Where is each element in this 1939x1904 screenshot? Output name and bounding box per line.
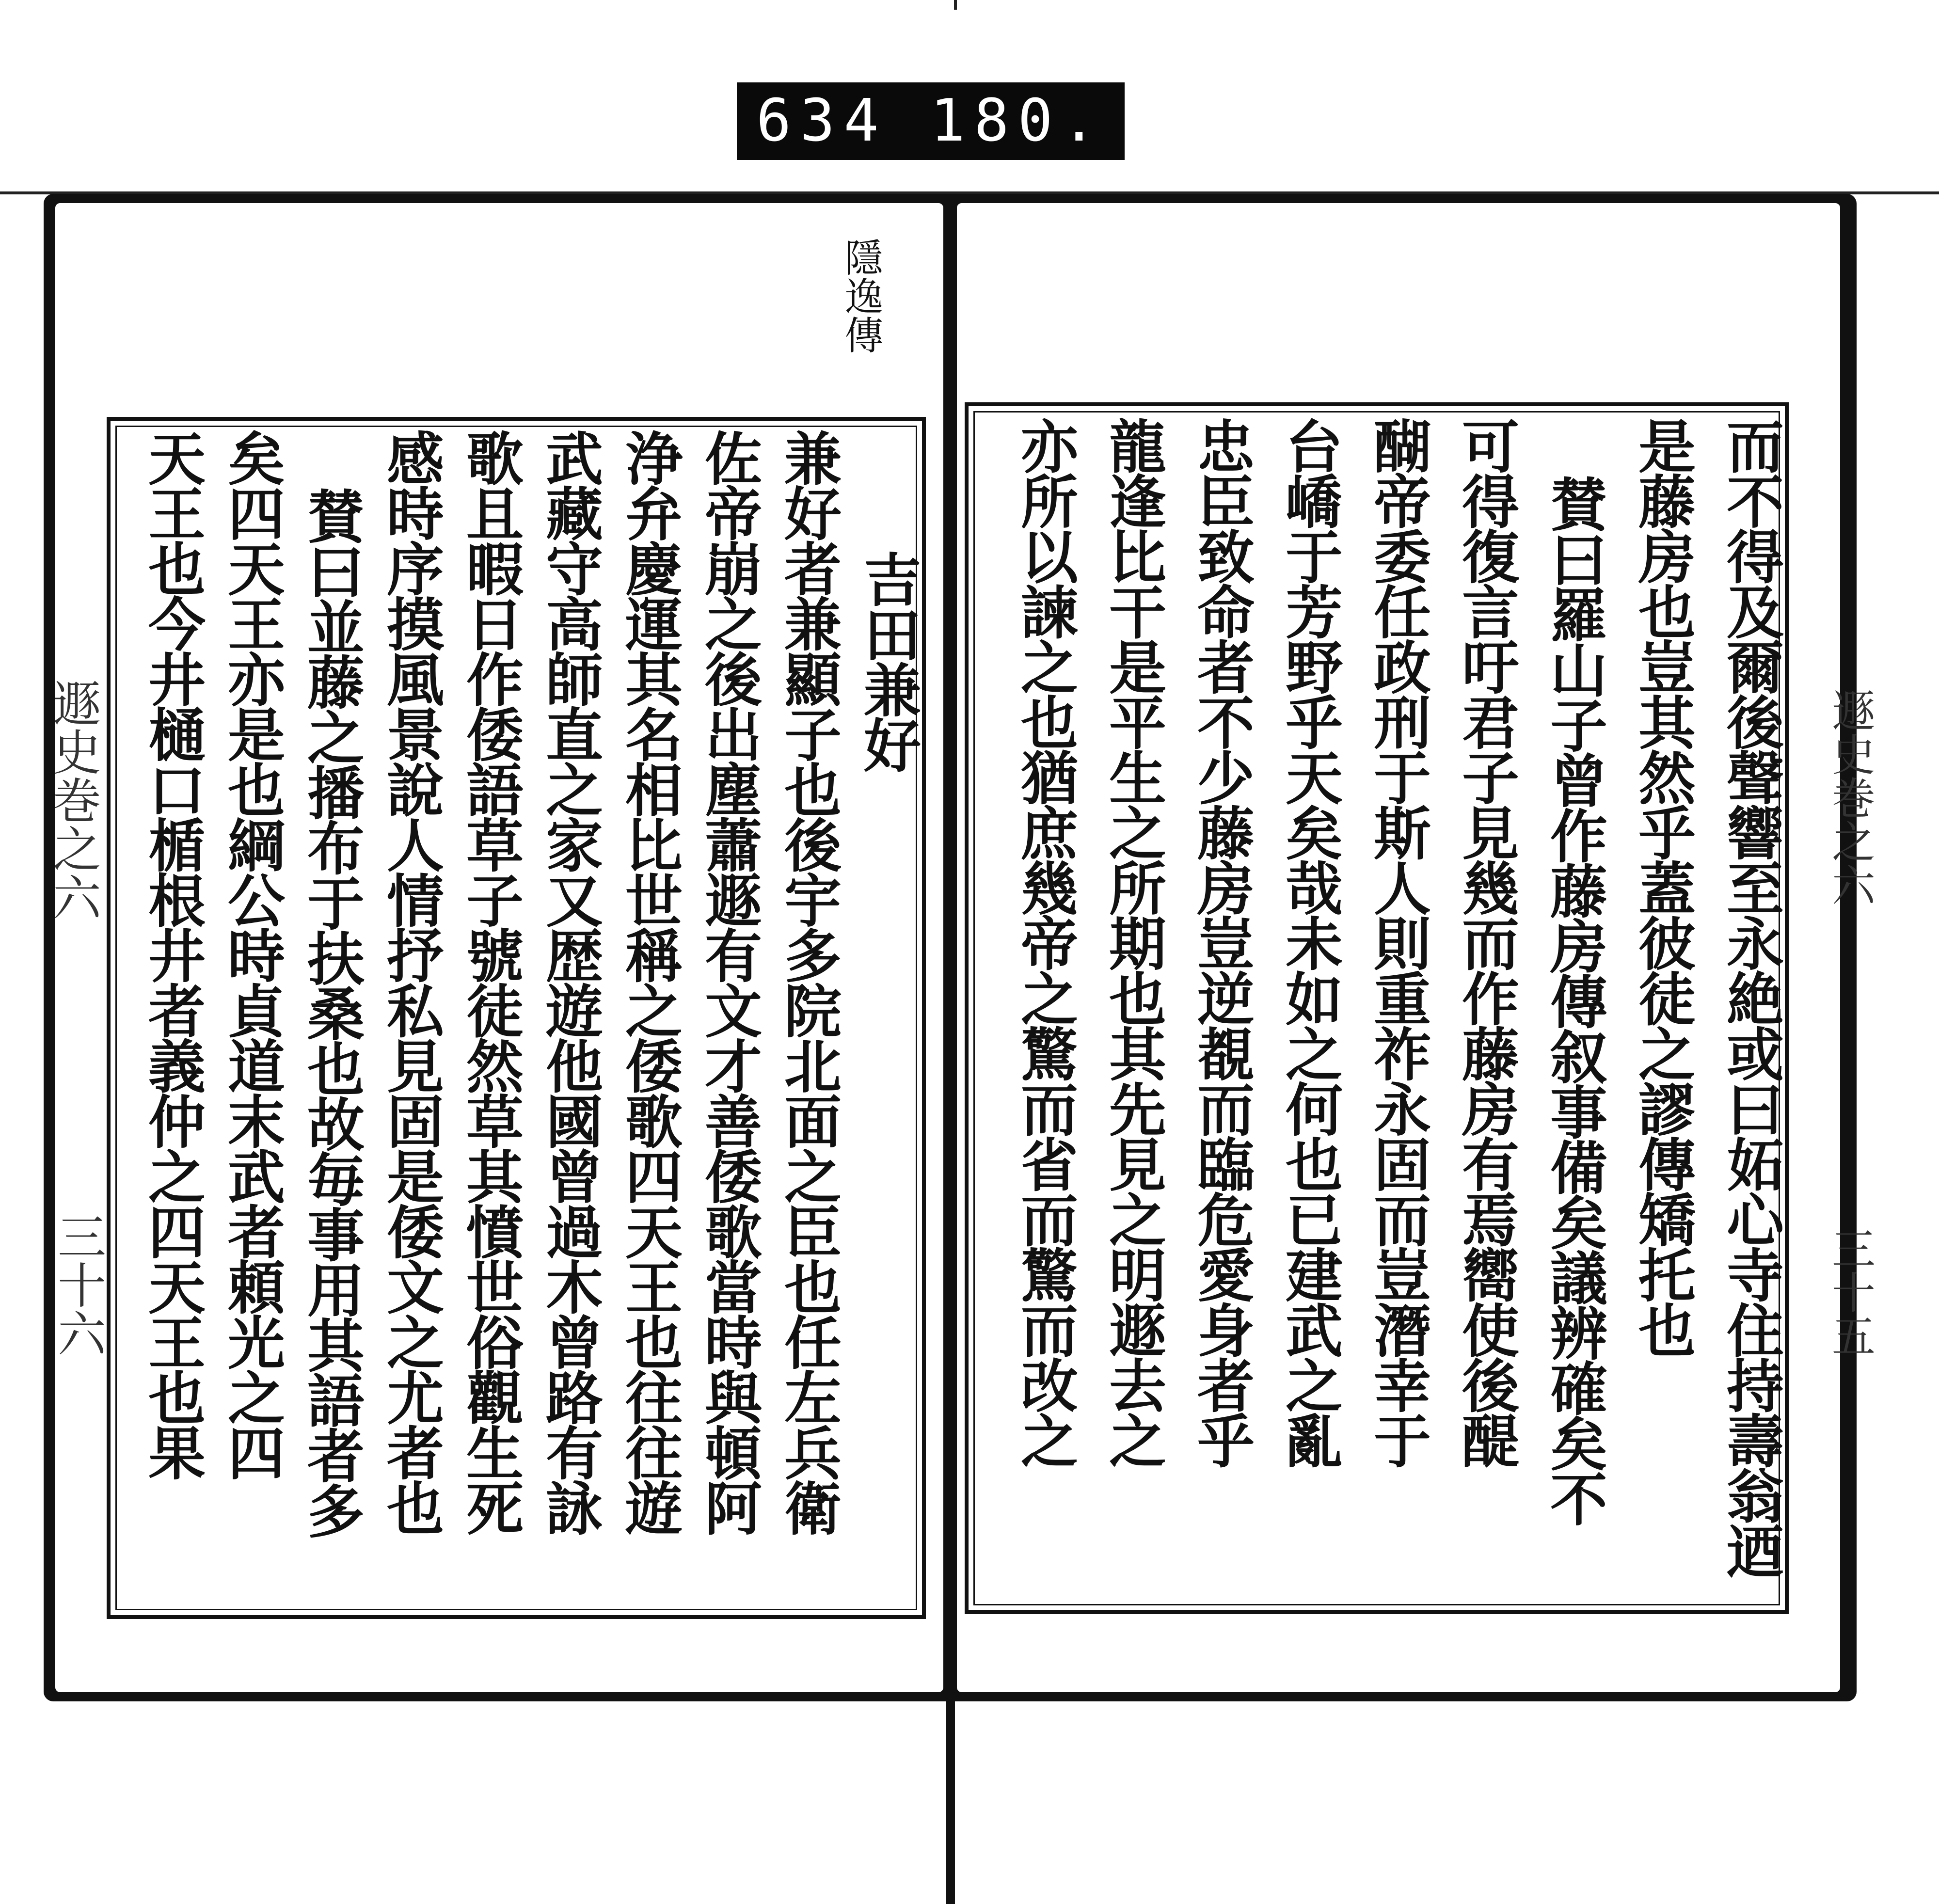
text-column: 佐帝崩之後出塵蕭遯有文才善倭歌當時與頓阿 xyxy=(695,429,763,1534)
column-title: 吉田兼好 xyxy=(854,550,922,771)
text-column: 矣四天王亦是也綱公時貞道末武者頼光之四 xyxy=(218,429,286,1479)
text-column: 醐帝委任政刑于斯人則重祚永固而豈潛幸于 xyxy=(1364,417,1431,1467)
text-column: 兼好者兼顯子也後宇多院北面之臣也任左兵衛 xyxy=(775,429,842,1534)
text-column: 可得復言吁君子見幾而作藤房有焉嚮使後醍 xyxy=(1452,417,1520,1467)
left-page-running-head: 遯史巻之六 xyxy=(45,679,101,921)
left-page-folio: 三十六 xyxy=(49,1212,106,1357)
text-column: 台嶠于芳野乎天矣哉未如之何也已建武之亂 xyxy=(1276,417,1343,1467)
frame-number: 180. xyxy=(930,87,1105,155)
text-column: 賛曰並藤之播布于扶桑也故毎事用其語者多 xyxy=(298,487,365,1537)
left-page-text xyxy=(121,429,922,1602)
text-column: 浄弁慶運其名相比世稱之倭歌四天王也往往遊 xyxy=(616,429,683,1534)
text-column: 是藤房也豈其然乎蓋彼徒之謬傳矯托也 xyxy=(1629,417,1696,1356)
text-column: 武藏守高師直之家又歴遊他國曾過木曾路有詠 xyxy=(536,429,604,1534)
reel-number: 634 xyxy=(756,87,888,155)
reel-label xyxy=(737,82,1125,160)
right-page-text xyxy=(984,417,1784,1600)
text-column: 賛曰羅山子曾作藤房傳叙事備矣議辨確矣不 xyxy=(1541,475,1608,1525)
text-column: 忠臣致命者不少藤房豈逆覩而臨危愛身者乎 xyxy=(1188,417,1255,1467)
text-column: 龍逢比干是平生之所期也其先見之明遯去之 xyxy=(1099,417,1167,1467)
right-page-running-head: 遯史巻之六 xyxy=(1824,688,1875,906)
text-column: 天王也今井樋口楯根井者義仲之四天王也果 xyxy=(139,429,206,1479)
text-column: 而不得及爾後聲響至永絶或曰妬心寺住持壽翁迺 xyxy=(1717,417,1784,1577)
text-column: 歌且暇日作倭語草子號徒然草其憤世俗觀生死 xyxy=(457,429,524,1534)
left-page-header: 隱逸傳 xyxy=(838,238,883,354)
frame-tick-top xyxy=(954,0,957,10)
right-page-folio: 三十五 xyxy=(1824,1226,1875,1357)
book-gutter xyxy=(946,194,955,1904)
text-column: 亦所以諫之也猶庶幾帝之驚而省而驚而改之 xyxy=(1011,417,1079,1467)
text-column: 感時序摸風景說人情抒私見固是倭文之尤者也 xyxy=(377,429,445,1534)
